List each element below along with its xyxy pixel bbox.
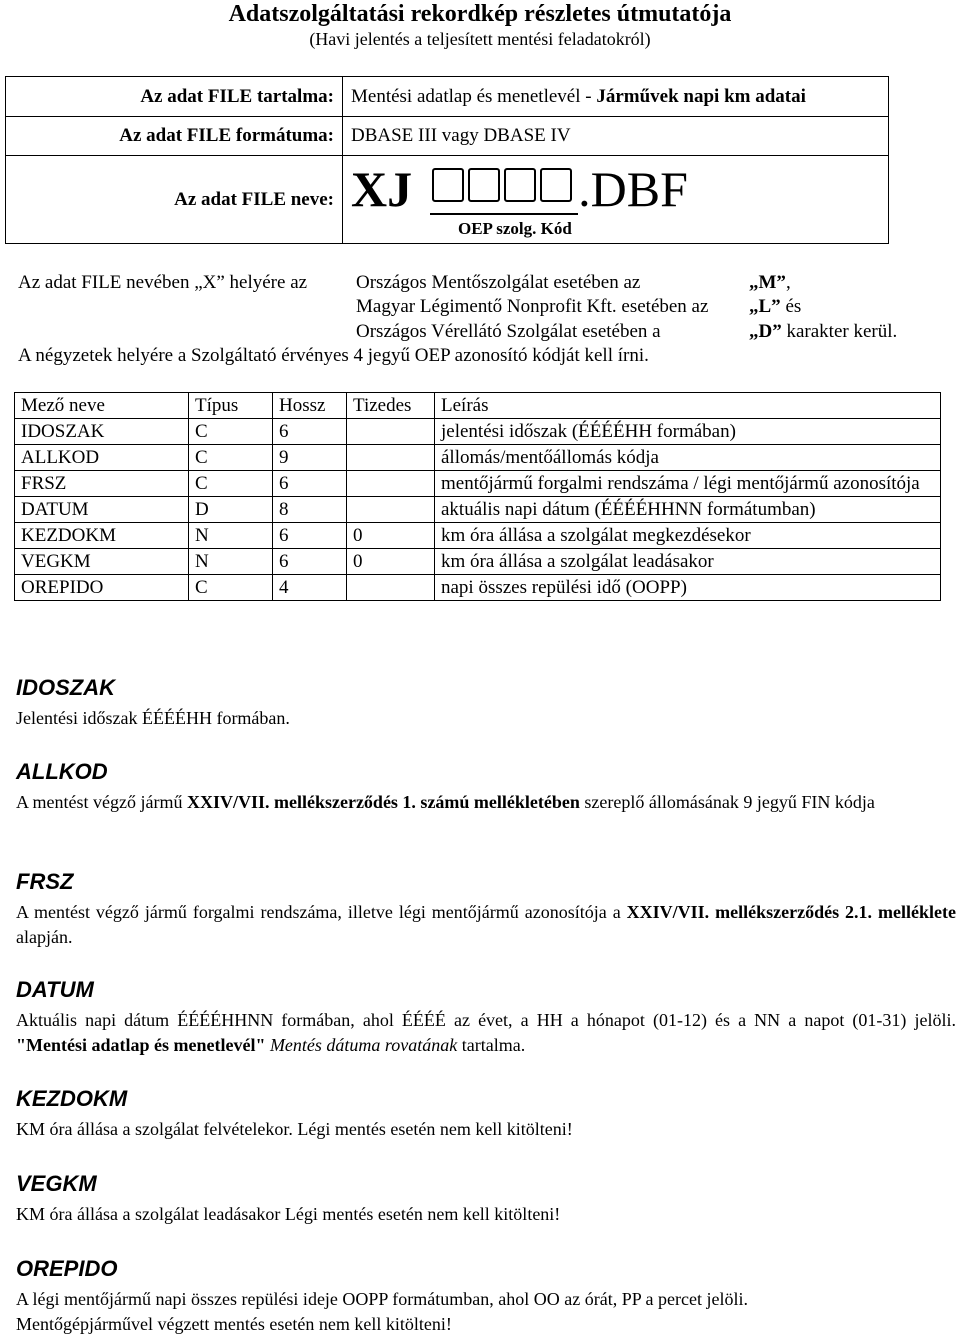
table-cell: 0 [347, 549, 435, 575]
naming-org-d: Országos Vérellátó Szolgálat esetében a [356, 321, 661, 342]
section-heading: ALLKOD [16, 759, 108, 784]
section-kezdokm [16, 1085, 956, 1142]
section-heading: OREPIDO [16, 1256, 118, 1281]
table-cell: D [189, 497, 273, 523]
table-header-row [15, 393, 941, 419]
code-boxes [430, 190, 578, 215]
table-cell: 8 [273, 497, 347, 523]
table-cell: 0 [347, 523, 435, 549]
naming-char-l: „L” és [749, 296, 802, 317]
section-text: A mentést végző jármű forgalmi rendszáma, illetve légi mentőjármű azonosítója a XXIV/VII. mellékszerződés 2.1. melléklete alapján. [16, 902, 956, 947]
table-cell: állomás/mentőállomás kódja [435, 445, 941, 471]
table-cell: FRSZ [15, 471, 189, 497]
page-title: Adatszolgáltatási rekordkép részletes útmutatója [228, 1, 732, 27]
table-cell: C [189, 471, 273, 497]
table-cell: 4 [273, 575, 347, 601]
fields-table [14, 392, 941, 601]
table-row [15, 497, 941, 523]
section-text: Jelentési időszak ÉÉÉÉHH formában. [16, 708, 290, 728]
table-cell: IDOSZAK [15, 419, 189, 445]
code-box [432, 168, 464, 202]
naming-char-d: „D” karakter kerül. [749, 321, 898, 342]
table-cell: 6 [273, 419, 347, 445]
naming-closing: A négyzetek helyére a Szolgáltató érvényes 4 jegyű OEP azonosító kódját kell írni. [18, 345, 649, 366]
table-cell: mentőjármű forgalmi rendszáma / légi mentőjármű azonosítója [435, 471, 941, 497]
section-heading: FRSZ [16, 869, 74, 894]
table-cell: 6 [273, 523, 347, 549]
page-subtitle: (Havi jelentés a teljesített mentési feladatokról) [309, 29, 651, 49]
table-row [15, 575, 941, 601]
table-cell: napi összes repülési idő (OOPP) [435, 575, 941, 601]
table-row [15, 471, 941, 497]
table-cell [347, 445, 435, 471]
column-header: Leírás [435, 393, 941, 419]
section-text: A mentést végző jármű XXIV/VII. mellékszerződés 1. számú mellékletében szereplő állomásának 9 jegyű FIN kódja [16, 792, 875, 812]
naming-org-m: Országos Mentőszolgálat esetében az [356, 272, 641, 293]
section-allkod [16, 758, 956, 815]
table-cell: C [189, 419, 273, 445]
column-header: Típus [189, 393, 273, 419]
section-heading: VEGKM [16, 1171, 97, 1196]
section-text: KM óra állása a szolgálat felvételekor. Légi mentés esetén nem kell kitölteni! [16, 1119, 573, 1139]
table-cell: DATUM [15, 497, 189, 523]
column-header: Mező neve [15, 393, 189, 419]
section-frsz [16, 868, 956, 950]
file-extension: .DBF [578, 161, 688, 217]
code-box [468, 168, 500, 202]
table-row [15, 445, 941, 471]
table-cell: 6 [273, 471, 347, 497]
section-text: KM óra állása a szolgálat leadásakor Légi mentés esetén nem kell kitölteni! [16, 1204, 561, 1224]
table-cell: ALLKOD [15, 445, 189, 471]
naming-intro: Az adat FILE nevében „X” helyére az [18, 272, 308, 293]
table-cell [347, 471, 435, 497]
content-value: Mentési adatlap és menetlevél - Járművek napi km adatai [343, 77, 889, 117]
section-orepido [16, 1255, 956, 1337]
table-cell: km óra állása a szolgálat leadásakor [435, 549, 941, 575]
table-row [15, 419, 941, 445]
file-name-value [343, 156, 889, 244]
content-label: Az adat FILE tartalma: [6, 77, 343, 117]
section-datum [16, 976, 956, 1058]
table-cell: 9 [273, 445, 347, 471]
naming-org-l: Magyar Légimentő Nonprofit Kft. esetében az [356, 296, 709, 317]
section-heading: DATUM [16, 977, 94, 1002]
format-value: DBASE III vagy DBASE IV [343, 117, 889, 156]
code-caption: OEP szolg. Kód [458, 219, 572, 238]
table-row [15, 549, 941, 575]
column-header: Tizedes [347, 393, 435, 419]
format-label: Az adat FILE formátuma: [6, 117, 343, 156]
column-header: Hossz [273, 393, 347, 419]
section-text: Aktuális napi dátum ÉÉÉÉHHNN formában, ahol ÉÉÉÉ az évet, a HH a hónapot (01-12) és a NN a napot (01-31) jelöli. "Mentési adatlap és menetlevél" Mentés dátuma rovatának tartalma. [16, 1010, 956, 1055]
table-cell: C [189, 445, 273, 471]
code-box [504, 168, 536, 202]
section-idoszak [16, 674, 956, 731]
table-cell: KEZDOKM [15, 523, 189, 549]
table-cell [347, 419, 435, 445]
naming-char-m: „M”, [749, 272, 791, 293]
section-vegkm [16, 1170, 956, 1227]
table-cell: C [189, 575, 273, 601]
table-cell [347, 497, 435, 523]
file-prefix: XJ [351, 161, 413, 217]
table-cell: 6 [273, 549, 347, 575]
table-cell: OREPIDO [15, 575, 189, 601]
table-cell: VEGKM [15, 549, 189, 575]
table-cell: jelentési időszak (ÉÉÉÉHH formában) [435, 419, 941, 445]
section-text: A légi mentőjármű napi összes repülési ideje OOPP formátumban, ahol OO az órát, PP a percet jelöli. Mentőgépjárművel végzett mentés esetén nem kell kitölteni! [16, 1289, 748, 1334]
file-info-table [5, 76, 889, 244]
section-heading: KEZDOKM [16, 1086, 128, 1111]
section-heading: IDOSZAK [16, 675, 115, 700]
table-cell: N [189, 523, 273, 549]
table-cell: N [189, 549, 273, 575]
name-label: Az adat FILE neve: [6, 156, 343, 244]
table-cell: aktuális napi dátum (ÉÉÉÉHHNN formátumban) [435, 497, 941, 523]
table-cell: km óra állása a szolgálat megkezdésekor [435, 523, 941, 549]
table-row [15, 523, 941, 549]
table-cell [347, 575, 435, 601]
code-box [540, 168, 572, 202]
